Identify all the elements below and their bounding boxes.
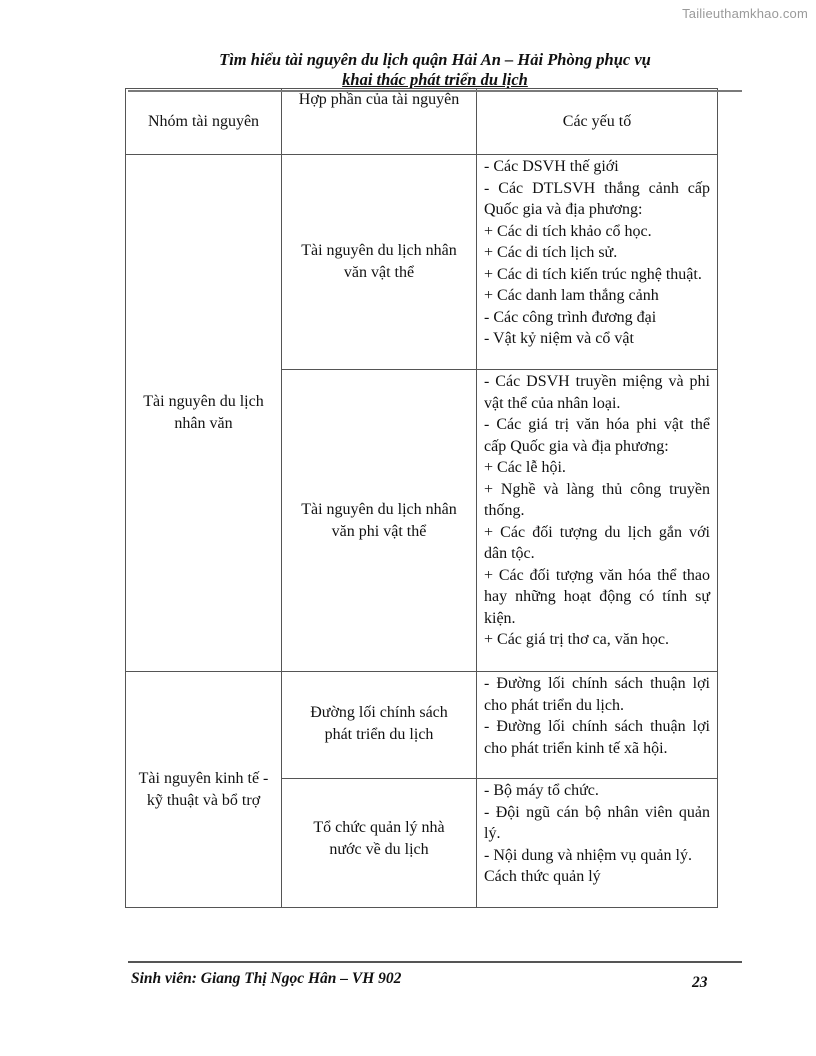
component-cell-policy: Đường lối chính sách phát triển du lịch <box>282 672 477 779</box>
page-number: 23 <box>692 974 708 991</box>
factor-item: + Các đối tượng văn hóa thể thao hay những hoạt động có tính sự kiện. <box>484 566 710 627</box>
table-row <box>126 672 718 779</box>
factors-cell-intangible <box>477 370 718 672</box>
factors-cell-policy <box>477 672 718 779</box>
factors-cell-tangible <box>477 155 718 370</box>
table-header-row <box>126 89 718 155</box>
factor-item: + Các di tích kiến trúc nghệ thuật. <box>484 265 702 283</box>
factor-item: - Các công trình đương đại <box>484 308 657 326</box>
factor-item: - Bộ máy tổ chức. <box>484 782 599 799</box>
factor-item: + Các di tích khảo cổ học. <box>484 222 652 240</box>
factor-item: + Các di tích lịch sử. <box>484 244 618 261</box>
table-row <box>126 155 718 370</box>
factor-item: Cách thức quản lý <box>484 868 601 885</box>
factor-item: + Các danh lam thắng cảnh <box>484 287 659 304</box>
column-header-factors: Các yếu tố <box>477 89 718 155</box>
factor-item: - Nội dung và nhiệm vụ quản lý. <box>484 846 692 864</box>
factor-item: + Các lễ hội. <box>484 459 566 476</box>
title-line-2: khai thác phát triển du lịch <box>342 70 528 89</box>
factor-item: + Nghề và làng thủ công truyền thống. <box>484 480 710 519</box>
column-header-component: Hợp phần của tài nguyên <box>282 89 477 155</box>
component-cell-intangible: Tài nguyên du lịch nhân văn phi vật thể <box>282 370 477 672</box>
column-header-group: Nhóm tài nguyên <box>126 89 282 155</box>
factor-item: + Các đối tượng du lịch gắn với dân tộc. <box>484 523 710 562</box>
factor-item: + Các giá trị thơ ca, văn học. <box>484 631 669 648</box>
footer-divider <box>128 961 742 963</box>
header-divider <box>128 90 742 92</box>
factor-item: - Các giá trị văn hóa phi vật thể cấp Quốc gia và địa phương: <box>484 416 710 455</box>
component-cell-tangible: Tài nguyên du lịch nhân văn vật thể <box>282 155 477 370</box>
factors-cell-management <box>477 779 718 908</box>
component-cell-management: Tổ chức quản lý nhà nước về du lịch <box>282 779 477 908</box>
factor-item: - Đường lối chính sách thuận lợi cho phát triển du lịch. <box>484 675 710 714</box>
group-cell-cultural: Tài nguyên du lịch nhân văn <box>126 155 282 672</box>
factor-item: - Các DSVH thế giới <box>484 158 619 175</box>
factor-item: - Các DSVH truyền miệng và phi vật thể của nhân loại. <box>484 373 710 412</box>
tourism-resources-table <box>125 88 718 908</box>
factor-item: - Vật kỷ niệm và cổ vật <box>484 330 634 347</box>
document-header-title <box>128 50 742 90</box>
factor-item: - Đội ngũ cán bộ nhân viên quản lý. <box>484 803 710 842</box>
title-line-1: Tìm hiểu tài nguyên du lịch quận Hải An – Hải Phòng phục vụ <box>219 50 651 69</box>
factor-item: - Các DTLSVH thắng cảnh cấp Quốc gia và địa phương: <box>484 179 710 218</box>
factor-item: - Đường lối chính sách thuận lợi cho phát triển kinh tế xã hội. <box>484 718 710 757</box>
group-cell-economic: Tài nguyên kinh tế - kỹ thuật và bổ trợ <box>126 672 282 908</box>
footer-author: Sinh viên: Giang Thị Ngọc Hân – VH 902 <box>131 970 402 987</box>
watermark: Tailieuthamkhao.com <box>682 6 808 21</box>
